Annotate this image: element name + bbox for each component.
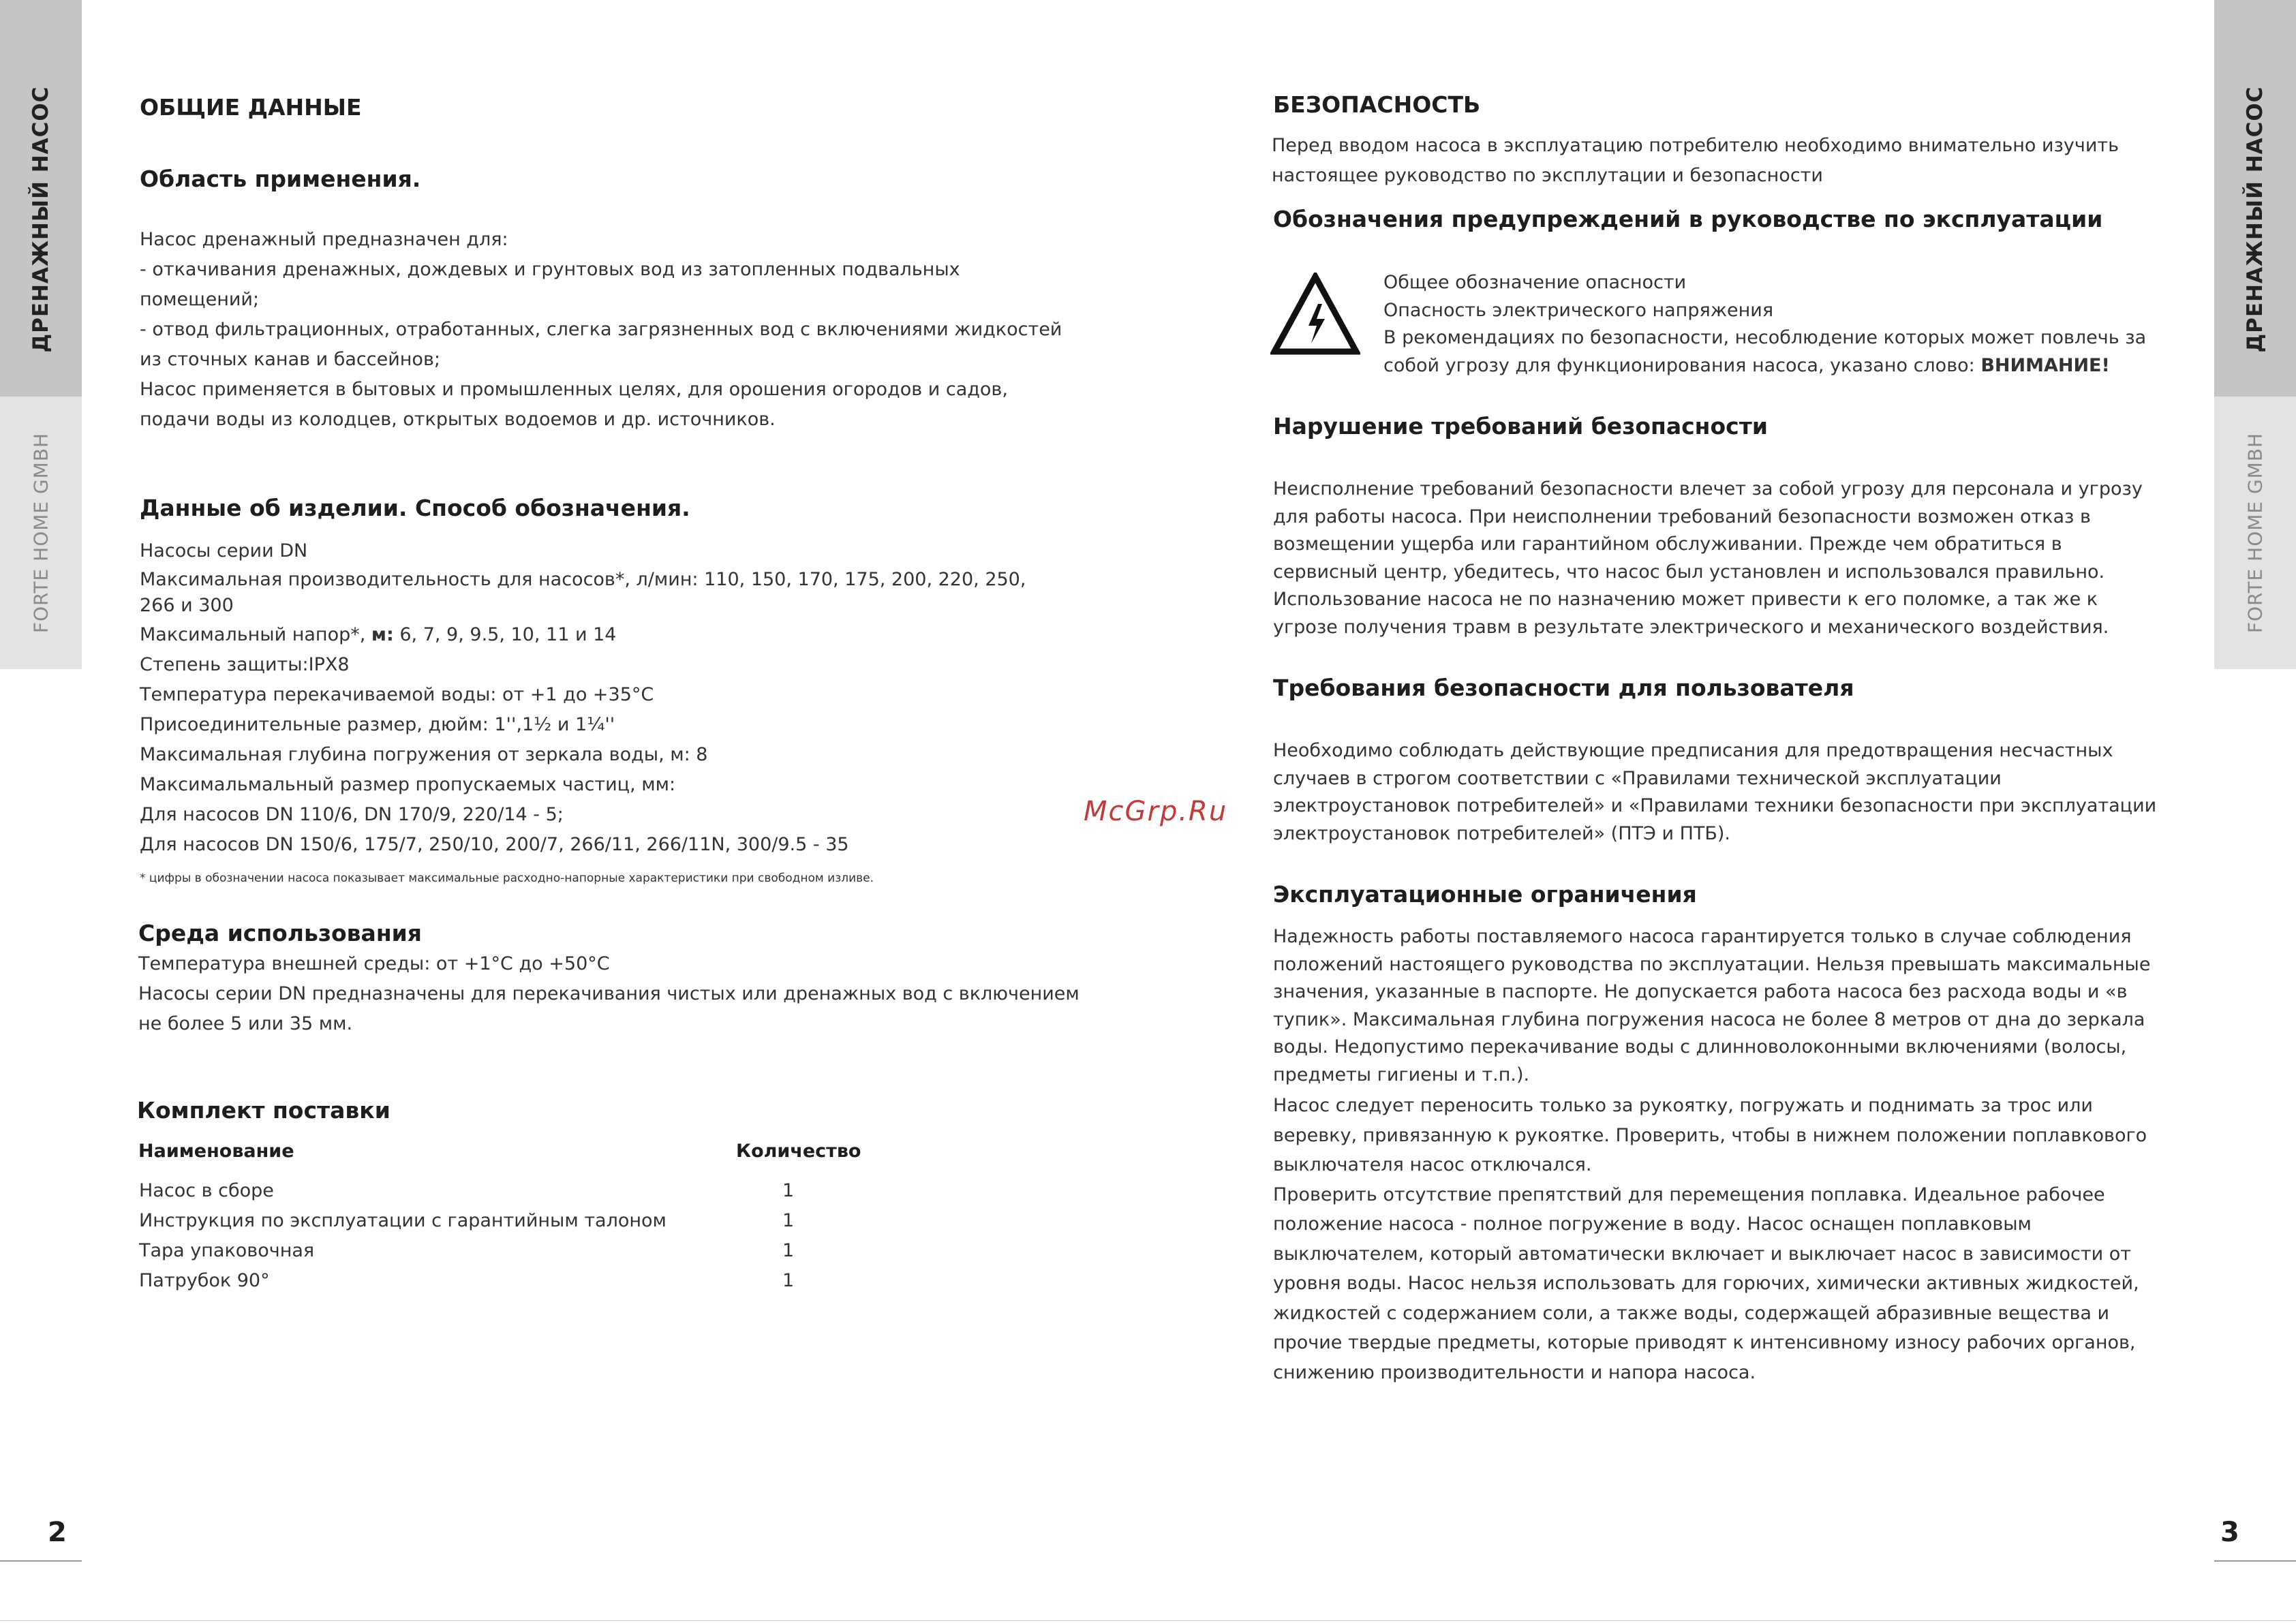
- right-side-brand: FORTE HOME GMBH: [2244, 432, 2267, 634]
- product-line: Насосы серии DN: [140, 540, 308, 561]
- kit-row-name: Патрубок 90°: [139, 1270, 270, 1291]
- violation-line: для работы насоса. При неисполнении требований безопасности возможен отказ в: [1273, 506, 2091, 527]
- user-req-line: случаев в строгом соответствии с «Правилами технической эксплуатации: [1273, 767, 2002, 789]
- kit-heading: Комплект поставки: [137, 1097, 391, 1124]
- scope-line: Насос применяется в бытовых и промышленных целях, для орошения огородов и садов,: [140, 379, 1008, 400]
- product-line: Для насосов DN 150/6, 175/7, 250/10, 200/7, 266/11, 266/11N, 300/9.5 - 35: [140, 834, 849, 855]
- limitations-line: снижению производительности и напора насоса.: [1273, 1361, 1756, 1383]
- environment-line: не более 5 или 35 мм.: [138, 1013, 353, 1034]
- limitations-line: веревку, привязанную к рукоятке. Проверить, чтобы в нижнем положении поплавкового: [1273, 1124, 2147, 1146]
- limitations-line: прочие твердые предметы, которые приводят к интенсивному износу рабочих органов,: [1273, 1332, 2136, 1353]
- intro-text: [1272, 131, 2119, 191]
- scope-line: - откачивания дренажных, дождевых и грунтовых вод из затопленных подвальных: [140, 259, 960, 280]
- product-line: Степень защиты:IPX8: [140, 654, 350, 675]
- scope-text: [140, 225, 1062, 435]
- limitations-line: Проверить отсутствие препятствий для перемещения поплавка. Идеальное рабочее: [1273, 1184, 2105, 1205]
- limitations-line: положение насоса - полное погружение в воду. Насос оснащен поплавковым: [1273, 1214, 2032, 1235]
- user-req-line: Необходимо соблюдать действующие предписания для предотвращения несчастных: [1273, 740, 2113, 761]
- environment-heading: Среда использования: [138, 920, 422, 946]
- product-line: Присоединительные размер, дюйм: 1'',1½ и 1¼'': [140, 714, 615, 735]
- product-line: Максимальная производительность для насосов*, л/мин: 110, 150, 170, 175, 200, 220, 250,: [140, 569, 1026, 590]
- scope-heading: Область применения.: [140, 166, 421, 192]
- attention-word: ВНИМАНИЕ!: [1980, 354, 2110, 376]
- limitations-line: тупик». Максимальная глубина погружения насоса не более 8 метров от дна до зеркала: [1273, 1008, 2145, 1030]
- electrical-hazard-icon: [1270, 273, 1360, 356]
- limitations-line: выключателем, который автоматически включает и выключает насос в зависимости от: [1273, 1243, 2131, 1265]
- environment-text: [138, 949, 1080, 1039]
- limitations-text-a: [1273, 923, 2150, 1089]
- kit-row-qty: 1: [782, 1180, 795, 1201]
- watermark: McGrp.Ru: [1084, 796, 1228, 827]
- limitations-line: Насос следует переносить только за рукоятку, погружать и поднимать за трос или: [1273, 1095, 2093, 1116]
- violation-line: угрозе получения травм в результате электрического и механического воздействия.: [1273, 616, 2109, 638]
- right-side-title: ДРЕНАЖНЫЙ НАСОС: [2243, 86, 2267, 353]
- left-footer-rule: [0, 1560, 82, 1562]
- violation-line: сервисный центр, убедитесь, что насос был установлен и использовался правильно.: [1273, 561, 2105, 583]
- scope-line: - отвод фильтрационных, отработанных, слегка загрязненных вод с включениями жидкостей: [140, 319, 1062, 340]
- product-line: Температура перекачиваемой воды: от +1 до +35°С: [140, 684, 654, 705]
- head-values: 6, 7, 9, 9.5, 10, 11 и 14: [393, 624, 617, 645]
- kit-col-name: Наименование: [138, 1141, 294, 1162]
- limitations-line: уровня воды. Насос нельзя использовать для горючих, химически активных жидкостей,: [1273, 1273, 2139, 1294]
- limitations-text-b: [1273, 1091, 2147, 1387]
- user-req-line: электроустановок потребителей» (ПТЭ и ПТБ).: [1273, 822, 1731, 844]
- warnings-heading: Обозначения предупреждений в руководстве по эксплуатации: [1273, 206, 2103, 232]
- warning-line: В рекомендациях по безопасности, несоблюдение которых может повлечь за: [1383, 327, 2147, 348]
- violation-text: [1273, 476, 2143, 641]
- limitations-line: выключателя насос отключался.: [1273, 1154, 1592, 1175]
- limitations-line: воды. Недопустимо перекачивание воды с длинноволоконными включениями (волосы,: [1273, 1036, 2127, 1057]
- limitations-line: значения, указанные в паспорте. Не допускается работа насоса без расхода воды и «в: [1273, 981, 2128, 1002]
- violation-line: Использование насоса не по назначению может привести к его поломке, а так же к: [1273, 589, 2098, 610]
- product-footnote: * цифры в обозначении насоса показывает максимальные расходно-напорные характеристики при свободном изливе.: [140, 871, 874, 885]
- product-line: 266 и 300: [140, 595, 234, 616]
- user-requirements-heading: Требования безопасности для пользователя: [1273, 675, 1854, 701]
- kit-row-name: Насос в сборе: [139, 1180, 274, 1201]
- limitations-line: жидкостей с содержанием соли, а также воды, содержащей абразивные вещества и: [1273, 1302, 2110, 1324]
- violation-line: Неисполнение требований безопасности влечет за собой угрозу для персонала и угрозу: [1273, 478, 2143, 499]
- scope-line: помещений;: [140, 289, 260, 310]
- warning-line: Опасность электрического напряжения: [1383, 299, 1774, 321]
- kit-row-qty: 1: [782, 1240, 795, 1261]
- scope-line: из сточных канав и бассейнов;: [140, 349, 440, 370]
- violation-heading: Нарушение требований безопасности: [1273, 413, 1768, 439]
- limitations-line: предметы гигиены и т.п.).: [1273, 1064, 1530, 1085]
- limitations-heading: Эксплуатационные ограничения: [1273, 881, 1697, 908]
- right-page-number: 3: [2220, 1517, 2239, 1548]
- environment-line: Насосы серии DN предназначены для перекачивания чистых или дренажных вод с включением: [138, 983, 1080, 1004]
- product-line: Для насосов DN 110/6, DN 170/9, 220/14 - 5;: [140, 804, 564, 825]
- product-head-line: [140, 620, 849, 650]
- intro-line: настоящее руководство по эксплутации и безопасности: [1272, 165, 1823, 186]
- left-page-title: ОБЩИЕ ДАННЫЕ: [140, 94, 362, 121]
- bottom-edge-rule: [0, 1620, 2296, 1621]
- kit-row-qty: 1: [782, 1270, 795, 1291]
- intro-line: Перед вводом насоса в эксплуатацию потребителю необходимо внимательно изучить: [1272, 135, 2119, 156]
- scope-line: подачи воды из колодцев, открытых водоемов и др. источников.: [140, 409, 776, 430]
- warning-last-text: собой угрозу для функционирования насоса, указано слово:: [1383, 354, 1981, 376]
- kit-row-name: Инструкция по эксплуатации с гарантийным талоном: [139, 1210, 667, 1231]
- right-page-title: БЕЗОПАСНОСТЬ: [1273, 91, 1481, 118]
- kit-col-qty: Количество: [736, 1141, 861, 1162]
- kit-row-name: Тара упаковочная: [139, 1240, 315, 1261]
- user-req-line: электроустановок потребителей» и «Правилами техники безопасности при эксплуатации: [1273, 795, 2157, 816]
- product-line: Максимальная глубина погружения от зеркала воды, м: 8: [140, 744, 708, 765]
- head-label: Максимальный напор*,: [140, 624, 371, 645]
- product-text-b: [140, 620, 849, 860]
- warnings-text: [1383, 269, 2146, 380]
- left-side-title: ДРЕНАЖНЫЙ НАСОС: [29, 86, 53, 353]
- kit-row-qty: 1: [782, 1210, 795, 1231]
- user-requirements-text: [1273, 737, 2156, 848]
- limitations-line: Надежность работы поставляемого насоса гарантируется только в случае соблюдения: [1273, 926, 2132, 947]
- left-side-brand: FORTE HOME GMBH: [29, 432, 52, 634]
- product-heading: Данные об изделии. Способ обозначения.: [140, 495, 690, 521]
- warning-last-line: [1383, 352, 2146, 380]
- right-footer-rule: [2214, 1560, 2296, 1562]
- left-page-number: 2: [48, 1517, 67, 1548]
- limitations-line: положений настоящего руководства по эксплуатации. Нельзя превышать максимальные: [1273, 953, 2151, 975]
- scope-line: Насос дренажный предназначен для:: [140, 229, 508, 250]
- warning-line: Общее обозначение опасности: [1383, 272, 1687, 293]
- environment-line: Температура внешней среды: от +1°С до +50°С: [138, 953, 610, 974]
- head-unit: м:: [371, 624, 394, 645]
- product-text-a: [140, 536, 1026, 618]
- violation-line: возмещении ущерба или гарантийном обслуживании. Прежде чем обратиться в: [1273, 534, 2062, 555]
- product-line: Максимальмальный размер пропускаемых частиц, мм:: [140, 774, 676, 795]
